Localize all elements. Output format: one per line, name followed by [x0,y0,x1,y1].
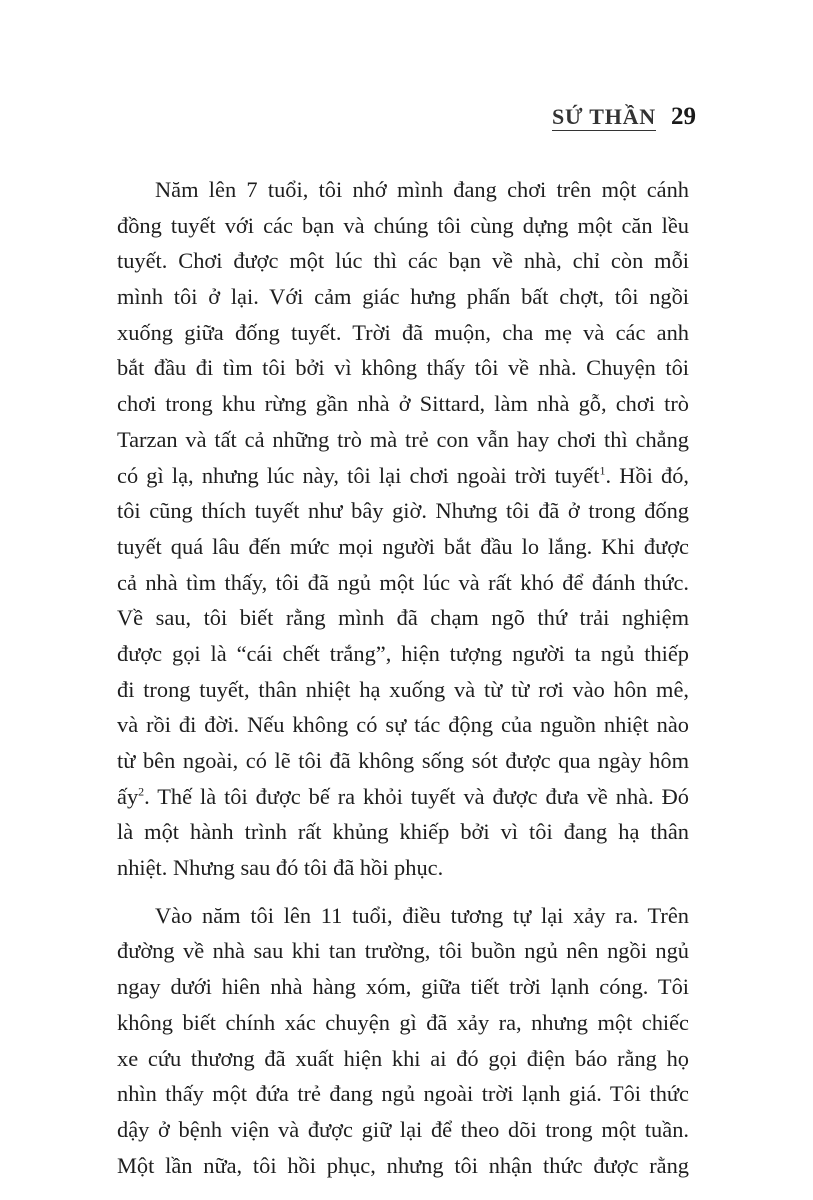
running-header [552,104,696,131]
text-line: tôi cũng thích tuyết như bây giờ. Nhưng tôi đã ở trong đống [117,498,689,524]
text-line: tuyết. Chơi được một lúc thì các bạn về nhà, chỉ còn mỗi [117,248,689,274]
text-line: Tarzan và tất cả những trò mà trẻ con vẫn hay chơi thì chẳng [117,426,689,452]
text-line: mình tôi ở lại. Với cảm giác hưng phấn bất chợt, tôi ngồi [117,284,689,310]
text-line: dậy ở bệnh viện và được giữ lại để theo dõi trong một tuần. [117,1116,689,1142]
text-line: đồng tuyết với các bạn và chúng tôi cùng dựng một căn lều [117,212,689,238]
text-line: và rồi đi đời. Nếu không có sự tác động của nguồn nhiệt nào [117,712,689,738]
text-line: Vào năm tôi lên 11 tuổi, điều tương tự lại xảy ra. Trên [155,902,689,928]
paragraph-1 [117,172,689,886]
text-line: tuyết quá lâu đến mức mọi người bắt đầu lo lắng. Khi được [117,533,689,559]
text-line: đường về nhà sau khi tan trường, tôi buồn ngủ nên ngồi ngủ [117,938,689,964]
text-line: xe cứu thương đã xuất hiện khi ai đó gọi điện báo rằng họ [117,1045,689,1071]
text-line: cả nhà tìm thấy, tôi đã ngủ một lúc và rất khó để đánh thức. [117,569,689,595]
body-text [117,172,689,1183]
text-line: ngay dưới hiên nhà hàng xóm, giữa tiết trời lạnh cóng. Tôi [117,974,689,1000]
text-line: Năm lên 7 tuổi, tôi nhớ mình đang chơi trên một cánh [155,177,689,202]
text-line: đi trong tuyết, thân nhiệt hạ xuống và từ từ rơi vào hôn mê, [117,676,689,702]
text-line: được gọi là “cái chết trắng”, hiện tượng người ta ngủ thiếp [117,640,689,666]
text-line: không biết chính xác chuyện gì đã xảy ra, nhưng một chiếc [117,1009,689,1035]
text-line: Một lần nữa, tôi hồi phục, nhưng tôi nhận thức được rằng [117,1152,689,1178]
text-segment: . Thế là tôi được bế ra khỏi tuyết và được đưa về nhà. Đó [144,783,689,809]
paragraph-gap [117,886,689,898]
text-segment: . Hồi đó, [605,462,689,488]
text-line: nhìn thấy một đứa trẻ đang ngủ ngoài trời lạnh giá. Tôi thức [117,1081,689,1107]
page-number: 29 [671,103,696,130]
text-line: chơi trong khu rừng gần nhà ở Sittard, làm nhà gỗ, chơi trò [117,391,689,417]
text-line: xuống giữa đống tuyết. Trời đã muộn, cha mẹ và các anh [117,319,689,345]
text-line [117,458,689,494]
text-line: Về sau, tôi biết rằng mình đã chạm ngõ thứ trải nghiệm [117,605,689,631]
running-title: SỨ THẦN [551,104,656,129]
text-line: là một hành trình rất khủng khiếp bởi vì tôi đang hạ thân [117,819,689,845]
text-segment: có gì lạ, nhưng lúc này, tôi lại chơi ngoài trời tuyết [117,462,600,488]
footnote-marker-2: 2 [138,784,145,799]
text-line: từ bên ngoài, có lẽ tôi đã không sống sót được qua ngày hôm [117,748,689,773]
text-line [117,779,689,815]
footnote-marker-1: 1 [599,463,606,478]
text-line: nhiệt. Nhưng sau đó tôi đã hồi phục. [117,855,444,881]
text-line: bắt đầu đi tìm tôi bởi vì không thấy tôi về nhà. Chuyện tôi [117,355,689,381]
paragraph-2 [117,898,689,1184]
text-segment: ấy [117,783,139,809]
